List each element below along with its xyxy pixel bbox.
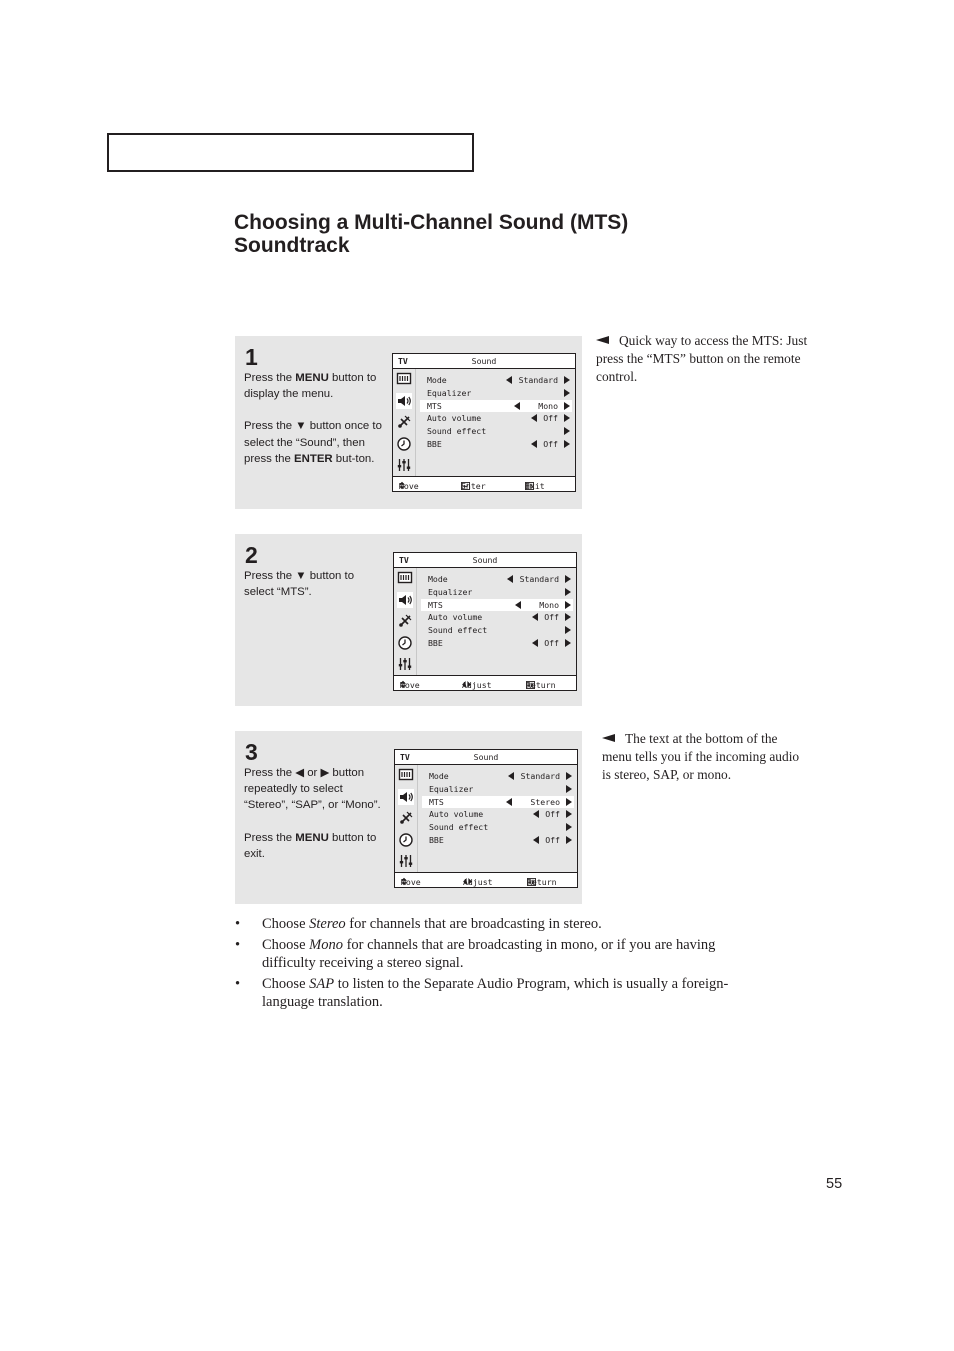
page-title-line2: Soundtrack — [234, 234, 350, 257]
menu-row — [420, 387, 572, 399]
right-arrow-icon — [564, 440, 570, 448]
menu-row — [421, 624, 573, 636]
menu-row — [421, 586, 573, 598]
channel-icon — [396, 414, 412, 430]
menu-row — [422, 834, 574, 846]
step-number: 3 — [245, 739, 258, 765]
right-arrow-icon — [566, 772, 572, 780]
right-arrow-icon — [565, 626, 571, 634]
osd-sidebar — [395, 765, 418, 872]
right-arrow-icon — [565, 639, 571, 647]
right-arrow-icon — [564, 376, 570, 384]
osd-sidebar — [394, 568, 417, 675]
clock-icon — [396, 436, 412, 452]
menu-row-label: Sound effect — [428, 625, 488, 636]
step-number: 1 — [245, 344, 258, 370]
menu-row — [422, 770, 574, 782]
sound-menu-screen — [393, 552, 577, 691]
channel-icon — [398, 810, 414, 826]
setup-icon — [398, 853, 414, 869]
left-arrow-icon — [506, 376, 512, 384]
page-title — [234, 211, 794, 257]
sound-icon — [397, 592, 413, 608]
mode-bullet-list — [232, 915, 752, 1014]
osd-sidebar — [393, 369, 416, 476]
menu-row-value: Off — [543, 439, 558, 449]
menu-row — [421, 599, 573, 611]
osd-header — [395, 750, 577, 765]
menu-row-label: Equalizer — [427, 387, 472, 398]
step-number: 2 — [245, 542, 258, 568]
osd-header — [393, 354, 575, 369]
menu-row-label: Auto volume — [428, 612, 483, 623]
right-arrow-icon — [564, 414, 570, 422]
picture-icon — [396, 371, 412, 387]
clock-icon — [397, 635, 413, 651]
menu-row-label: Mode — [429, 771, 449, 781]
menu-row-label: BBE — [429, 835, 444, 845]
page-title-line1: Choosing a Multi-Channel Sound (MTS) — [234, 211, 629, 234]
menu-row-value: Standard — [518, 375, 558, 385]
left-arrow-icon — [533, 810, 539, 818]
header-box — [107, 133, 474, 172]
osd-menu-list — [417, 568, 576, 675]
right-arrow-icon — [566, 810, 572, 818]
right-arrow-icon — [565, 575, 571, 583]
menu-row-label: Auto volume — [427, 413, 482, 424]
pointer-arrow-icon — [596, 336, 609, 344]
menu-row — [421, 637, 573, 649]
menu-row — [421, 573, 573, 585]
osd-footer: Move Adjust Return — [394, 675, 576, 690]
list-item: • Choose SAP to listen to the Separate Audio Program, which is usually a foreign-language translation. — [235, 976, 729, 1010]
step-instructions: Press the MENU button to display the menu. Press the ▼ button once to select the “Sound”, then press the ENTER but-ton. — [244, 372, 382, 465]
right-arrow-icon — [565, 613, 571, 621]
page-number: 55 — [826, 1176, 843, 1192]
setup-icon — [396, 457, 412, 473]
osd-title: Sound — [473, 752, 499, 762]
side-note: Quick way to access the MTS: Just press the “MTS” button on the remote control. — [596, 333, 808, 384]
menu-row-label: MTS — [427, 400, 442, 411]
menu-row-label: Equalizer — [429, 783, 474, 794]
menu-row-label: MTS — [429, 796, 444, 807]
menu-row-label: Mode — [427, 375, 447, 385]
osd-footer: Move Enter Exit — [393, 476, 575, 491]
menu-row-value: Off — [543, 413, 558, 424]
left-arrow-icon — [507, 575, 513, 583]
menu-row-value: Off — [545, 835, 560, 845]
menu-row-label: BBE — [427, 439, 442, 449]
sound-menu-screen — [394, 749, 578, 888]
picture-icon — [397, 570, 413, 586]
left-arrow-icon — [532, 639, 538, 647]
osd-source-label: TV — [399, 555, 409, 565]
step-2-panel — [235, 534, 582, 706]
menu-row-label: Equalizer — [428, 586, 473, 597]
left-arrow-icon — [533, 836, 539, 844]
side-note: The text at the bottom of the menu tells you if the incoming audio is stereo, SAP, or mono. — [602, 731, 800, 782]
right-arrow-icon — [566, 798, 572, 806]
right-arrow-icon — [566, 785, 572, 793]
menu-row-value: Mono — [538, 400, 558, 411]
list-item: • Choose Stereo for channels that are broadcasting in stereo. — [235, 916, 602, 932]
channel-icon — [397, 613, 413, 629]
osd-header — [394, 553, 576, 568]
osd-footer: Move Adjust Return — [395, 872, 577, 887]
sound-icon — [398, 789, 414, 805]
menu-row-value: Standard — [520, 771, 560, 781]
setup-icon — [397, 656, 413, 672]
step-instructions: Press the ◀ or ▶ button repeatedly to select “Stereo”, “SAP”, or “Mono”. Press the MENU button to exit. — [244, 767, 381, 860]
right-arrow-icon — [564, 389, 570, 397]
left-arrow-icon — [515, 601, 521, 609]
right-arrow-icon — [566, 836, 572, 844]
osd-menu-list — [418, 765, 577, 872]
menu-row — [420, 425, 572, 437]
menu-row-value: Stereo — [530, 796, 560, 807]
sound-icon — [396, 393, 412, 409]
left-arrow-icon — [514, 402, 520, 410]
left-arrow-icon — [531, 440, 537, 448]
menu-row — [420, 374, 572, 386]
osd-source-label: TV — [398, 356, 408, 366]
left-arrow-icon — [531, 414, 537, 422]
step-3-panel — [235, 731, 582, 904]
menu-row-label: Mode — [428, 574, 448, 584]
right-arrow-icon — [565, 588, 571, 596]
menu-row-label: Sound effect — [429, 822, 489, 833]
menu-row-label: BBE — [428, 638, 443, 648]
menu-row-label: Auto volume — [429, 809, 484, 820]
right-arrow-icon — [564, 427, 570, 435]
left-arrow-icon — [532, 613, 538, 621]
menu-row-value: Off — [544, 612, 559, 623]
menu-row — [421, 611, 573, 623]
picture-icon — [398, 767, 414, 783]
osd-title: Sound — [471, 356, 497, 366]
pointer-arrow-icon — [602, 734, 615, 742]
menu-row-value: Off — [545, 809, 560, 820]
menu-row-label: Sound effect — [427, 426, 487, 437]
step-1-panel — [235, 336, 582, 509]
right-arrow-icon — [565, 601, 571, 609]
sound-menu-screen — [392, 353, 576, 492]
right-arrow-icon — [566, 823, 572, 831]
menu-row-value: Mono — [539, 599, 559, 610]
menu-row-label: MTS — [428, 599, 443, 610]
step-instructions: Press the ▼ button to select “MTS”. — [244, 570, 355, 599]
left-arrow-icon — [506, 798, 512, 806]
left-arrow-icon — [508, 772, 514, 780]
menu-row — [422, 783, 574, 795]
menu-row — [420, 412, 572, 424]
right-arrow-icon — [564, 402, 570, 410]
clock-icon — [398, 832, 414, 848]
menu-row — [422, 821, 574, 833]
osd-source-label: TV — [400, 752, 410, 762]
menu-row — [420, 400, 572, 412]
menu-row — [420, 438, 572, 450]
menu-row — [422, 808, 574, 820]
osd-title: Sound — [472, 555, 498, 565]
menu-row — [422, 796, 574, 808]
menu-row-value: Off — [544, 638, 559, 648]
osd-menu-list — [416, 369, 575, 476]
list-item: • Choose Mono for channels that are broadcasting in mono, or if you are having difficulty receiving a stereo signal. — [235, 937, 716, 971]
menu-row-value: Standard — [519, 574, 559, 584]
